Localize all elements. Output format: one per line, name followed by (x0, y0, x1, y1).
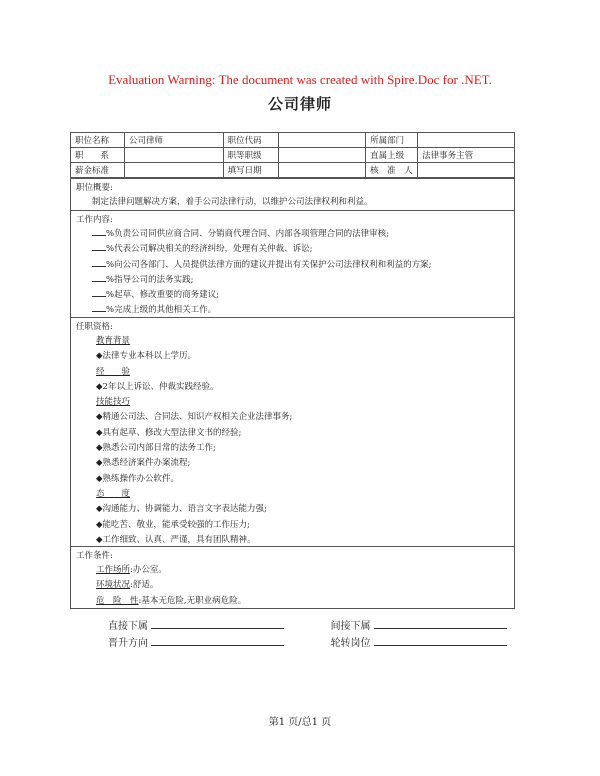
conditions-heading: 工作条件: (76, 551, 113, 561)
indirect-sub-label: 间接下属 (330, 621, 371, 632)
table-cell (278, 133, 366, 148)
experience-label: 经 验 (96, 366, 131, 377)
page-number: 第1 页/总1 页 (268, 717, 332, 728)
footer-row-career (108, 634, 507, 649)
table-cell: 填写日期 (223, 163, 278, 178)
qualifications-heading: 任职资格: (76, 322, 113, 332)
table-cell: 法律事务主管 (418, 148, 515, 163)
duties-heading: 工作内容: (76, 215, 113, 225)
overview-text: 制定法律问题解决方案，着手公司法律行动，以维护公司法律权利和利益。 (92, 197, 373, 207)
table-cell (418, 133, 515, 148)
list-item: 环境状况:舒适。 (96, 580, 159, 591)
qualifications-section (71, 317, 514, 546)
attitude-label: 态 度 (96, 488, 131, 499)
table-cell: 职位名称 (71, 133, 125, 148)
table-row (71, 163, 515, 178)
skills-label: 技能技巧 (96, 397, 131, 408)
table-cell (278, 148, 366, 163)
table-cell: 公司律师 (124, 133, 223, 148)
list-item: ◆能吃苦、敬业，能承受较强的工作压力; (96, 519, 250, 530)
indirect-sub-field[interactable] (374, 617, 507, 629)
table-cell (418, 163, 515, 178)
direct-sub-field[interactable] (151, 617, 284, 629)
table-cell: 薪金标准 (71, 163, 125, 178)
list-item: 危 险 性:基本无危险,无职业病危险。 (96, 595, 247, 606)
table-cell: 所属部门 (366, 133, 418, 148)
promotion-label: 晋升方向 (108, 638, 148, 649)
list-item: 工作场所:办公室。 (96, 565, 167, 575)
list-item: ◆熟悉经济案件办案流程; (96, 458, 191, 469)
direct-sub-label: 直接下属 (108, 621, 148, 632)
conditions-section (71, 546, 514, 608)
evaluation-warning: Evaluation Warning: The document was created with Spire.Doc for .NET. (108, 72, 492, 87)
duties-section (71, 210, 514, 317)
rotation-label: 轮转岗位 (330, 638, 371, 649)
list-item: %负责公司同供应商合同、分销商代理合同、内部各项管理合同的法律审核; (76, 227, 509, 242)
table-cell: 核 准 人 (366, 163, 418, 178)
table-cell (124, 148, 223, 163)
header-table (70, 132, 515, 178)
list-item: %起草、修改重要的商务建议; (76, 288, 509, 303)
footer-row-subordinates (108, 617, 507, 632)
list-item: %指导公司的法务实践; (76, 273, 509, 288)
table-cell (278, 163, 366, 178)
list-item: ◆熟练操作办公软件。 (96, 473, 180, 484)
list-item: %代表公司解决相关的经济纠纷，处理有关仲裁、诉讼; (76, 242, 509, 257)
list-item: %完成上级的其他相关工作。 (76, 303, 509, 318)
list-item: ◆具有起草、修改大型法律文书的经验; (96, 427, 242, 438)
page-title: 公司律师 (267, 95, 332, 113)
list-item: ◆精通公司法、合同法、知识产权相关企业法律事务; (96, 412, 293, 423)
table-cell: 职等职级 (223, 148, 278, 163)
rotation-field[interactable] (374, 634, 507, 646)
job-description-body (70, 178, 515, 609)
list-item: %向公司各部门、人员提供法律方面的建议并提出有关保护公司法律权利和利益的方案; (76, 258, 509, 273)
list-item: ◆工作细致、认真、严谨，具有团队精神。 (96, 534, 256, 545)
education-label: 教育背景 (96, 336, 131, 346)
table-row (71, 133, 515, 148)
overview-heading: 职位概要: (76, 183, 113, 193)
table-cell: 直属上级 (366, 148, 418, 163)
table-row (71, 148, 515, 163)
list-item: ◆法律专业本科以上学历。 (96, 351, 197, 362)
list-item: ◆2年以上诉讼、仲裁实践经验。 (96, 381, 219, 392)
list-item: ◆沟通能力、协调能力、语言文字表达能力强; (96, 504, 267, 515)
table-cell (124, 163, 223, 178)
table-cell: 职 系 (71, 148, 125, 163)
table-cell: 职位代码 (223, 133, 278, 148)
overview-section (71, 178, 514, 210)
list-item: ◆熟悉公司内部日常的法务工作; (96, 443, 216, 454)
promotion-field[interactable] (151, 634, 284, 646)
